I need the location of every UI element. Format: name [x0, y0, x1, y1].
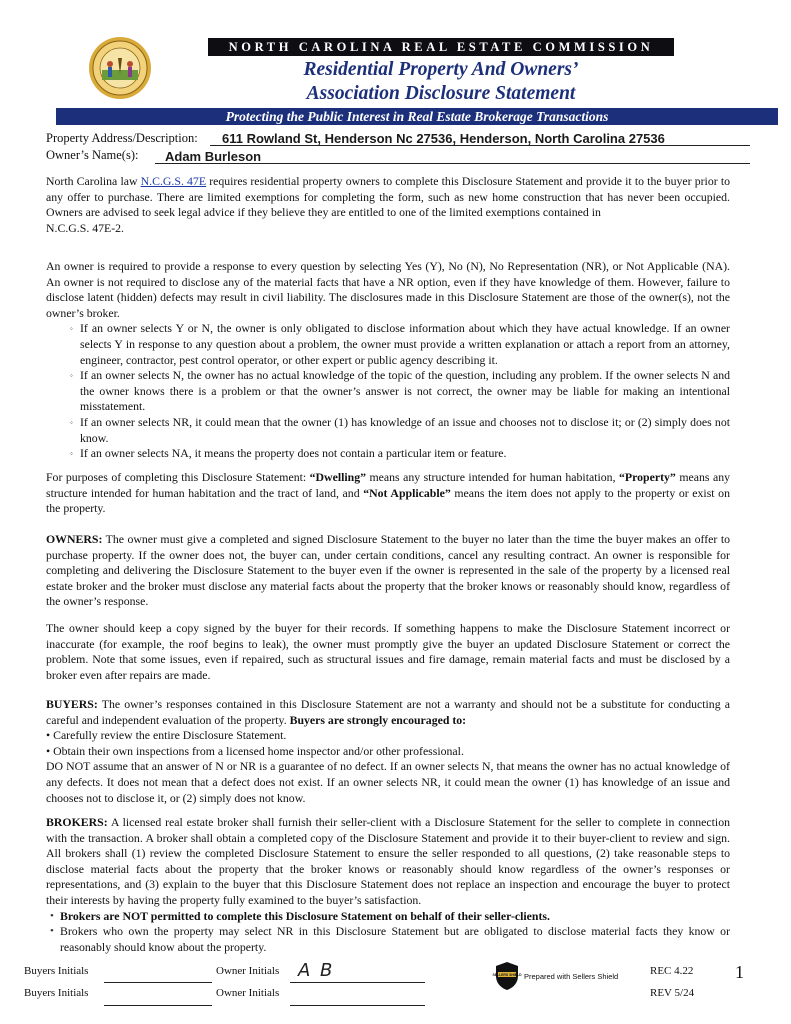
bullet-marker: ◦ — [70, 449, 73, 459]
owner-initials-label-1: Owner Initials — [216, 965, 280, 977]
owners-update-text: The owner should keep a copy signed by the buyer for their records. If something happens to make the Disclosure Statement incorrect or inaccurate (for example, the roof begins to leak), the owner must promptly give the buyer an updated Disclosure Statement or correct the problem. Note that some issues, even if repaired, such as structural issues and fire damage, remain material facts and must be disclosed by a broker even after repairs are made. — [46, 621, 730, 682]
prepared-with-sellers-shield: Prepared with Sellers Shield — [524, 972, 619, 981]
definitions-paragraph — [46, 470, 730, 517]
def-dwelling: “Dwelling” — [309, 470, 367, 484]
buyers-text: The owner’s responses contained in this Disclosure Statement are not a warranty and should not be a substitute for conducting a careful and independent evaluation of the property. — [46, 697, 730, 727]
brokers-own-property: Brokers who own the property may select NR in this Disclosure Statement but are obligated to disclose material facts they know or reasonably should know about the property. — [60, 924, 730, 954]
response-paragraph — [46, 259, 730, 462]
owner-initials-signature: A B — [298, 960, 335, 981]
owners-update-paragraph — [46, 621, 730, 683]
sellers-shield-icon — [494, 961, 520, 991]
list-item — [66, 368, 730, 415]
buyers-initials-line-1[interactable] — [104, 982, 212, 983]
nc-real-estate-commission-seal — [88, 36, 152, 100]
bullet-text-na: If an owner selects NA, it means the property does not contain a particular item or feature. — [80, 446, 507, 461]
intro-text-a: North Carolina law — [46, 174, 141, 188]
commission-banner: NORTH CAROLINA REAL ESTATE COMMISSION — [208, 38, 674, 56]
bullet-text-y-or-n: If an owner selects Y or N, the owner is only obligated to disclose information about which they have actual knowledge. If an owner selects Y in response to any question about a problem, the owner must provide a written explanation or attach a report from an attorney, engineer, contractor, pest control operator, or other expert or public agency describing it. — [80, 321, 730, 367]
owner-initials-label-2: Owner Initials — [216, 987, 280, 999]
brokers-heading: BROKERS: — [46, 815, 108, 829]
buyers-warning-text: DO NOT assume that an answer of N or NR is a guarantee of no defect. If an owner selects N, that means the owner has no actual knowledge of any defects. It does not mean that a defect does not exist. If an owner selects NR, it could mean the owner (1) has knowledge of an issue and chooses not to disclose it, or (2) simply does not know. — [46, 759, 730, 805]
intro-citation: N.C.G.S. 47E-2. — [46, 220, 124, 235]
def-text-a: For purposes of completing this Disclosure Statement: — [46, 470, 310, 484]
shield-badge-text: SELLERS SHIELD — [492, 973, 522, 977]
document-title — [208, 58, 674, 106]
owner-name-field[interactable]: Adam Burleson — [165, 149, 262, 164]
title-line-2: Association Disclosure Statement — [306, 83, 576, 104]
owners-heading: OWNERS: — [46, 532, 103, 546]
bullet-marker: ◦ — [70, 417, 73, 427]
property-address-label: Property Address/Description: — [46, 131, 198, 145]
response-bullet-list — [46, 321, 730, 461]
owners-section — [46, 532, 730, 610]
list-item — [46, 924, 730, 955]
buyers-section — [46, 697, 730, 806]
title-line-1: Residential Property And Owners’ — [303, 59, 579, 80]
brokers-section — [46, 815, 730, 955]
buyers-initials-label-1: Buyers Initials — [24, 965, 89, 977]
response-text: An owner is required to provide a response to every question by selecting Yes (Y), No (N), No Representation (NR), or Not Applicable (NA). An owner is not required to disclose any of the material facts that have a NR option, even if they have knowledge of them. However, failure to disclose latent (hidden) defects may result in civil liability. The disclosures made in this Disclosure Statement are those of the owner(s), not the owner’s broker. — [46, 259, 730, 320]
list-item: • Carefully review the entire Disclosure Statement. — [46, 728, 287, 743]
intro-text-b: requires residential property owners to complete this Disclosure Statement and provide it to the buyer prior to any offer to purchase. There are limited exemptions for completing the form, such as new home construction that has never been occupied. Owners are advised to seek legal advice if they believe they are entitled to one of the limited exemptions contained in — [46, 174, 730, 220]
owner-initials-line-2[interactable] — [290, 1005, 425, 1006]
list-item — [66, 446, 730, 462]
rec-code: REC 4.22 — [650, 965, 694, 977]
tagline-band: Protecting the Public Interest in Real Estate Brokerage Transactions — [56, 108, 778, 125]
owner-initials-line-1[interactable] — [290, 982, 425, 983]
def-not-applicable: “Not Applicable” — [363, 485, 451, 500]
bullet-text-n: If an owner selects N, the owner has no actual knowledge of the topic of the question, including any problem. If the owner selects N and the owner knows there is a problem or that the owner’s answer is not correct, the owner may be liable for making an intentional misstatement. — [80, 368, 730, 414]
def-text-c: means any structure intended for human habitation and the tract of land, and — [46, 470, 730, 500]
buyers-initials-label-2: Buyers Initials — [24, 987, 89, 999]
list-item — [46, 909, 730, 925]
bullet-marker: • — [50, 909, 54, 922]
bullet-text-nr: If an owner selects NR, it could mean that the owner (1) has knowledge of an issue and chooses not to disclose it; or (2) simply does not know. — [80, 414, 730, 445]
def-text-d: means the item does not apply to the property or exist on the property. — [46, 485, 730, 516]
ncgs-47e-link[interactable]: N.C.G.S. 47E — [140, 174, 207, 188]
brokers-not-permitted: Brokers are NOT permitted to complete this Disclosure Statement on behalf of their seller-clients. — [60, 908, 550, 923]
revision-code: REV 5/24 — [650, 987, 695, 999]
buyers-encouraged: Buyers are strongly encouraged to: — [289, 712, 467, 727]
list-item — [66, 415, 730, 446]
list-item: • Obtain their own inspections from a licensed home inspector and/or other professional. — [46, 743, 464, 758]
owners-text: The owner must give a completed and signed Disclosure Statement to the buyer no later than the time the buyer makes an offer to purchase property. If the owner does not, the buyer can, under certain conditions, cancel any resulting contract. An owner is responsible for completing and delivering the Disclosure Statement to the buyer even if the owner is represented in the sale of the property by a licensed real estate broker and the broker must disclose any material facts about the property that the broker knows or reasonably should know, regardless of the owner’s response. — [46, 532, 730, 609]
buyers-initials-line-2[interactable] — [104, 1005, 212, 1006]
def-property: “Property” — [619, 470, 676, 484]
owner-name-label: Owner’s Name(s): — [46, 148, 139, 162]
intro-paragraph — [46, 174, 730, 236]
bullet-marker: ◦ — [70, 324, 73, 334]
buyers-heading: BUYERS: — [46, 697, 98, 711]
list-item — [66, 321, 730, 368]
def-text-b: means any structure intended for human habitation, — [366, 470, 620, 484]
brokers-text: A licensed real estate broker shall furnish their seller-client with a Disclosure Statement for the seller to complete in connection with the transaction. A broker shall obtain a completed copy of the Disclosure Statement and provide it to their buyer-client to review and sign. All brokers shall (1) review the completed Disclosure Statement to ensure the seller responded to all questions, (2) take reasonable steps to disclose material facts about the property that the broker knows or reasonably should know regardless of the owner’s responses or representations, and (3) explain to the buyer that this Disclosure Statement does not replace an inspection and encourage the buyer to protect their interests by having the property fully examined to the buyer’s satisfaction. — [46, 815, 730, 907]
bullet-marker: • — [50, 925, 54, 938]
property-address-field[interactable]: 611 Rowland St, Henderson Nc 27536, Henderson, North Carolina 27536 — [222, 131, 665, 146]
bullet-marker: ◦ — [70, 371, 73, 381]
page-number: 1 — [735, 962, 744, 982]
